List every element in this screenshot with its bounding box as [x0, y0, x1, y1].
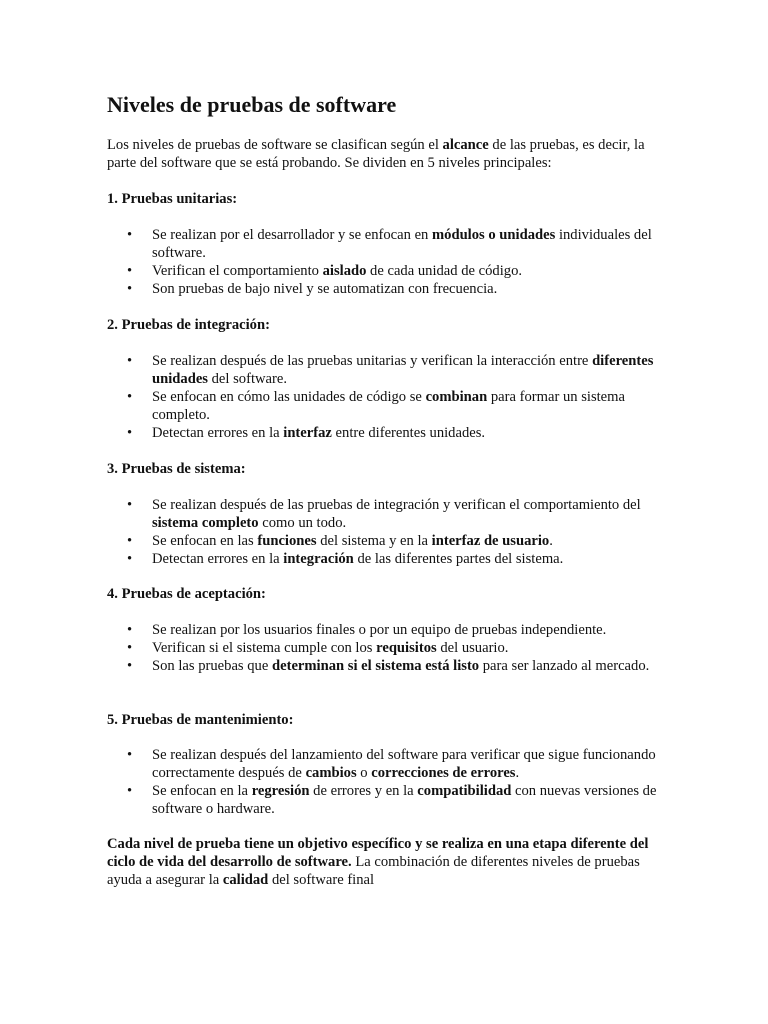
item-text: Detectan errores en la — [152, 551, 284, 567]
list-item — [127, 621, 667, 639]
list-item — [127, 496, 667, 532]
item-text: de las diferentes partes del sistema. — [353, 551, 564, 567]
item-text: Se realizan por los usuarios finales o por un equipo de pruebas independiente. — [152, 622, 607, 638]
section-heading-1: 1. Pruebas unitarias: — [107, 191, 238, 207]
bullet-icon: • — [127, 425, 133, 441]
item-text: Verifican el comportamiento — [152, 263, 323, 279]
intro-bold-1: alcance — [442, 137, 489, 153]
bullet-icon: • — [127, 353, 133, 369]
conclusion-text-1: La combinación de diferentes niveles de pruebas ayuda a asegurar la — [107, 854, 640, 888]
bullet-icon: • — [127, 551, 133, 567]
list-item — [127, 262, 667, 280]
item-text: Se enfocan en cómo las unidades de código se — [152, 389, 426, 405]
bullet-icon: • — [127, 389, 133, 405]
bullet-icon: • — [127, 622, 133, 638]
bullet-icon: • — [127, 227, 133, 243]
item-text: del usuario. — [436, 640, 509, 656]
bullet-icon: • — [127, 783, 133, 799]
item-bold: combinan — [425, 389, 488, 405]
section-list-1 — [127, 226, 667, 298]
conclusion-bold-1: Cada nivel de prueba tiene un objetivo específico y se realiza en una etapa diferente del ciclo de vida del desarrollo de software. — [107, 836, 649, 870]
item-bold: funciones — [257, 533, 317, 549]
item-text: Se enfocan en la — [152, 783, 252, 799]
item-text: individuales del software. — [152, 227, 652, 261]
conclusion-text-2: del software final — [268, 872, 375, 888]
item-text: o — [356, 765, 372, 781]
bullet-icon: • — [127, 263, 133, 279]
conclusion-bold-2: calidad — [222, 872, 269, 888]
item-text: Se realizan después de las pruebas de integración y verifican el comportamiento del — [152, 497, 641, 513]
list-item — [127, 226, 667, 262]
item-bold: interfaz — [283, 425, 332, 441]
item-bold: regresión — [251, 783, 310, 799]
item-bold: compatibilidad — [417, 783, 512, 799]
bullet-icon: • — [127, 281, 133, 297]
intro-text-2: de las pruebas, es decir, la parte del software que se está probando. Se dividen en 5 niveles principales: — [107, 137, 645, 171]
item-text: para formar un sistema completo. — [152, 389, 625, 423]
item-text: entre diferentes unidades. — [331, 425, 486, 441]
item-text: para ser lanzado al mercado. — [479, 658, 650, 674]
item-text: . — [515, 765, 520, 781]
item-text: con nuevas versiones de software o hardware. — [152, 783, 657, 817]
section-list-4 — [127, 621, 667, 675]
section-list-2 — [127, 352, 667, 442]
item-text: Se realizan por el desarrollador y se enfocan en — [152, 227, 432, 243]
bullet-icon: • — [127, 533, 133, 549]
list-item — [127, 424, 667, 442]
item-bold: diferentes unidades — [152, 353, 654, 387]
item-bold: interfaz de usuario — [431, 533, 550, 549]
section-heading-4: 4. Pruebas de aceptación: — [107, 586, 266, 602]
section-heading-5: 5. Pruebas de mantenimiento: — [107, 712, 294, 728]
item-text: de errores y en la — [309, 783, 418, 799]
section-list-5 — [127, 746, 667, 818]
list-item — [127, 657, 667, 675]
item-text: del sistema y en la — [316, 533, 432, 549]
item-text: de cada unidad de código. — [366, 263, 523, 279]
list-item — [127, 532, 667, 550]
item-text: Verifican si el sistema cumple con los — [152, 640, 377, 656]
bullet-icon: • — [127, 658, 133, 674]
list-item — [127, 639, 667, 657]
item-text: Se realizan después del lanzamiento del software para verificar que sigue funcionando correctamente después de — [152, 747, 656, 781]
bullet-icon: • — [127, 640, 133, 656]
section-list-3 — [127, 496, 667, 568]
list-item — [127, 388, 667, 424]
item-bold: correcciones de errores — [371, 765, 516, 781]
intro-text-1: Los niveles de pruebas de software se clasifican según el — [107, 137, 443, 153]
item-text: Son las pruebas que — [152, 658, 272, 674]
item-text: . — [549, 533, 553, 549]
bullet-icon: • — [127, 747, 133, 763]
list-item — [127, 746, 667, 782]
list-item — [127, 352, 667, 388]
list-item — [127, 550, 667, 568]
conclusion-paragraph — [107, 835, 667, 889]
item-text: Se enfocan en las — [152, 533, 258, 549]
item-bold: módulos o unidades — [432, 227, 556, 243]
intro-paragraph — [107, 136, 667, 172]
bullet-icon: • — [127, 497, 133, 513]
item-text: Detectan errores en la — [152, 425, 284, 441]
item-bold: integración — [283, 551, 354, 567]
item-bold: sistema completo — [152, 515, 259, 531]
item-text: del software. — [207, 371, 288, 387]
page-title: Niveles de pruebas de software — [107, 92, 397, 117]
item-bold: aislado — [322, 263, 367, 279]
item-text: como un todo. — [258, 515, 347, 531]
item-bold: cambios — [305, 765, 357, 781]
item-bold: requisitos — [376, 640, 437, 656]
list-item — [127, 280, 667, 298]
section-heading-3: 3. Pruebas de sistema: — [107, 461, 246, 477]
item-text: Se realizan después de las pruebas unitarias y verifican la interacción entre — [152, 353, 593, 369]
item-text: Son pruebas de bajo nivel y se automatizan con frecuencia. — [152, 281, 498, 297]
section-heading-2: 2. Pruebas de integración: — [107, 317, 270, 333]
list-item — [127, 782, 667, 818]
item-bold: determinan si el sistema está listo — [271, 658, 480, 674]
